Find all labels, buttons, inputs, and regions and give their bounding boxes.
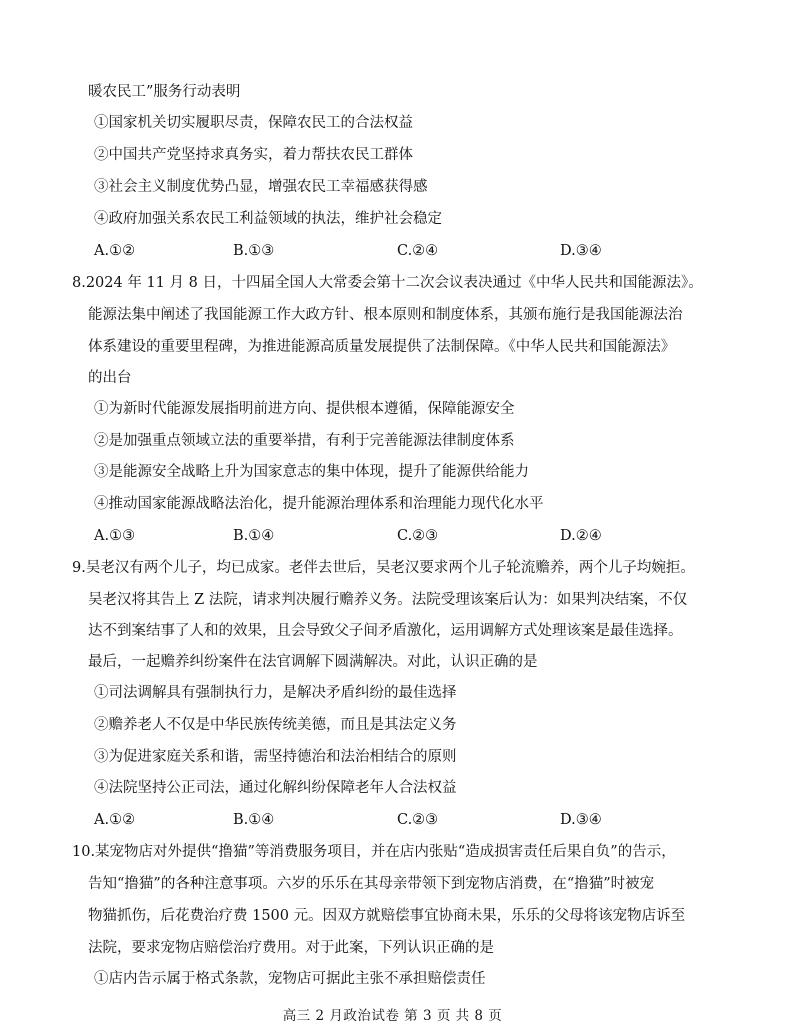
q9-stem-line-4: 最后，一起赡养纠纷案件在法官调解下圆满解决。对此，认识正确的是 xyxy=(88,654,538,670)
page-footer: 高三 2 月政治试卷 第 3 页 共 8 页 xyxy=(282,1008,503,1024)
q7-stem-tail: 暖农民工”服务行动表明 xyxy=(88,84,241,100)
q10-stem-line-3: 物猫抓伤，后花费治疗费 1500 元。因双方就赔偿事宜协商未果，乐乐的父母将该宠物店诉至 xyxy=(88,908,686,924)
q9-item-2: ②赡养老人不仅是中华民族传统美德，而且是其法定义务 xyxy=(94,717,457,733)
q9-option-d: D.③④ xyxy=(560,812,602,828)
q8-item-1: ①为新时代能源发展指明前进方向、提供根本遵循，保障能源安全 xyxy=(94,401,515,417)
q8-option-c: C.②③ xyxy=(397,528,439,544)
q7-option-a: A.①② xyxy=(94,243,136,259)
q8-stem-line-2: 能源法集中阐述了我国能源工作大政方针、根本原则和制度体系，其颁布施行是我国能源法治 xyxy=(88,307,683,323)
q7-option-c: C.②④ xyxy=(397,243,439,259)
q8-item-3: ③是能源安全战略上升为国家意志的集中体现，提升了能源供给能力 xyxy=(94,464,529,480)
q8-item-4: ④推动国家能源战略法治化，提升能源治理体系和治理能力现代化水平 xyxy=(94,496,544,512)
q9-stem-line-1: 9.吴老汉有两个儿子，均已成家。老伴去世后，吴老汉要求两个儿子轮流赡养，两个儿子均婉拒。 xyxy=(72,560,695,576)
q10-stem-line-2: 告知“撸猫”的各种注意事项。六岁的乐乐在其母亲带领下到宠物店消费，在“撸猫”时被宠 xyxy=(88,876,655,892)
q9-stem-line-2: 吴老汉将其告上 Z 法院，请求判决履行赡养义务。法院受理该案后认为：如果判决结案，不仅 xyxy=(88,592,688,608)
q8-stem-line-1: 8.2024 年 11 月 8 日，十四届全国人大常委会第十二次会议表决通过《中华人民共和国能源法》。 xyxy=(72,275,703,291)
q9-stem-line-3: 达不到案结事了人和的效果，且会导致父子间矛盾激化，运用调解方式处理该案是最佳选择。 xyxy=(88,623,683,639)
q7-item-2: ②中国共产党坚持求真务实，着力帮扶农民工群体 xyxy=(94,147,413,163)
q10-stem-line-4: 法院，要求宠物店赔偿治疗费用。对于此案，下列认识正确的是 xyxy=(88,940,494,956)
q9-item-1: ①司法调解具有强制执行力，是解决矛盾纠纷的最佳选择 xyxy=(94,685,457,701)
q9-item-3: ③为促进家庭关系和谐，需坚持德治和法治相结合的原则 xyxy=(94,749,457,765)
q10-stem-line-1: 10.某宠物店对外提供“撸猫”等消费服务项目，并在店内张贴“造成损害责任后果自负”的告示， xyxy=(72,844,676,860)
q7-item-1: ①国家机关切实履职尽责，保障农民工的合法权益 xyxy=(94,115,413,131)
q8-option-a: A.①③ xyxy=(94,528,136,544)
q9-option-b: B.①④ xyxy=(233,812,275,828)
q9-option-a: A.①② xyxy=(94,812,136,828)
q7-option-b: B.①③ xyxy=(233,243,275,259)
q10-item-1: ①店内告示属于格式条款，宠物店可据此主张不承担赔偿责任 xyxy=(94,971,486,987)
q8-option-b: B.①④ xyxy=(233,528,275,544)
q8-stem-line-4: 的出台 xyxy=(88,370,132,386)
q8-option-d: D.②④ xyxy=(560,528,602,544)
q8-stem-line-3: 体系建设的重要里程碑，为推进能源高质量发展提供了法制保障。《中华人民共和国能源法》 xyxy=(88,339,676,355)
q7-item-4: ④政府加强关系农民工利益领域的执法，维护社会稳定 xyxy=(94,211,442,227)
q9-item-4: ④法院坚持公正司法，通过化解纠纷保障老年人合法权益 xyxy=(94,780,457,796)
q7-item-3: ③社会主义制度优势凸显，增强农民工幸福感获得感 xyxy=(94,179,428,195)
q8-item-2: ②是加强重点领域立法的重要举措，有利于完善能源法律制度体系 xyxy=(94,433,515,449)
q7-option-d: D.③④ xyxy=(560,243,602,259)
q9-option-c: C.②③ xyxy=(397,812,439,828)
